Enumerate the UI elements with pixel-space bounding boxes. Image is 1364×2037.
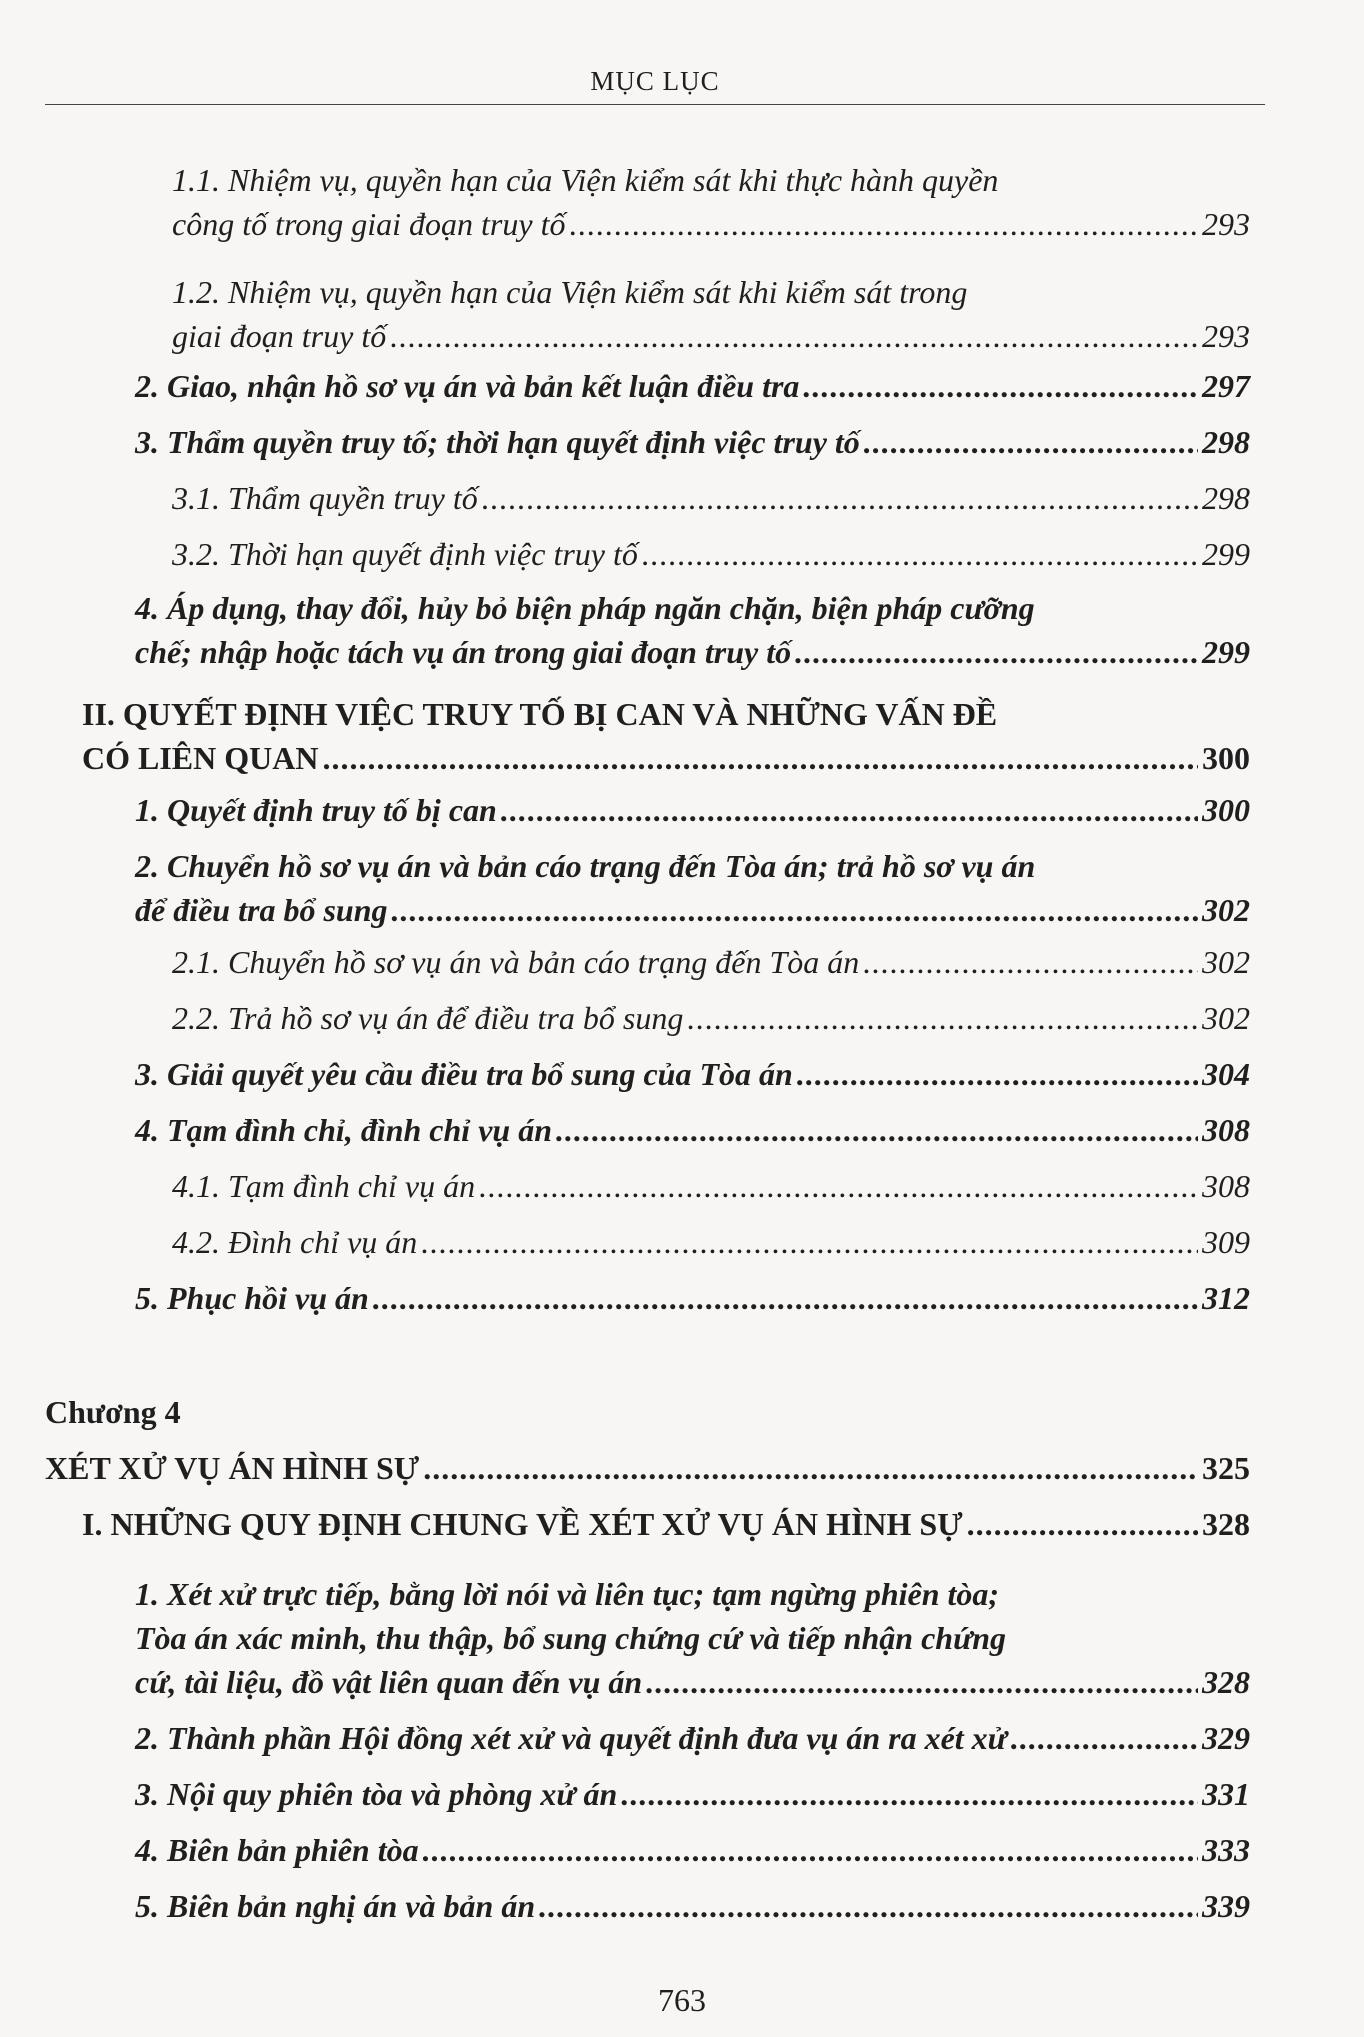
toc-entry — [0, 1220, 1364, 1264]
dot-leader — [501, 788, 1198, 832]
toc-page-number: 328 — [1202, 1506, 1250, 1542]
toc-entry — [0, 1052, 1364, 1096]
dot-leader — [797, 1052, 1198, 1096]
dot-leader — [539, 1884, 1198, 1928]
dot-leader — [421, 1220, 1198, 1264]
toc-page-number: 328 — [1202, 1664, 1250, 1700]
toc-entry-text: 1. Quyết định truy tố bị can — [135, 792, 497, 828]
toc-page-number: 300 — [1202, 740, 1250, 776]
toc-entry-text: 3.2. Thời hạn quyết định việc truy tố — [172, 536, 638, 572]
toc-page-number: 302 — [1202, 1000, 1250, 1036]
toc-entry — [0, 788, 1364, 832]
toc-entry-text: chế; nhập hoặc tách vụ án trong giai đoạn truy tố — [135, 634, 792, 670]
toc-entry-text: Chương 4 — [45, 1394, 181, 1430]
dot-leader — [967, 1502, 1198, 1546]
dot-leader — [795, 630, 1198, 674]
toc-entry — [0, 158, 1364, 246]
toc-entry — [0, 1716, 1364, 1760]
toc-entry-text: 3. Giải quyết yêu cầu điều tra bổ sung của Tòa án — [135, 1056, 793, 1092]
toc-page-number: 333 — [1202, 1832, 1250, 1868]
toc-page-number: 308 — [1202, 1112, 1250, 1148]
toc-page-number: 331 — [1202, 1776, 1250, 1812]
toc-page-number: 298 — [1202, 424, 1250, 460]
toc-entry-text: 2.2. Trả hồ sơ vụ án để điều tra bổ sung — [172, 1000, 684, 1036]
toc-entry — [0, 532, 1364, 576]
toc-page-number: 304 — [1202, 1056, 1250, 1092]
toc-entry — [0, 1502, 1364, 1546]
dot-leader — [391, 888, 1198, 932]
toc-entry-text: để điều tra bổ sung — [135, 892, 388, 928]
toc-entry — [0, 270, 1364, 358]
header-title: MỤC LỤC — [590, 66, 720, 96]
dot-leader — [863, 940, 1198, 984]
dot-leader — [322, 736, 1198, 780]
toc-entry-text: công tố trong giai đoạn truy tố — [172, 206, 566, 242]
toc-page-number: 329 — [1202, 1720, 1250, 1756]
toc-entry-text: II. QUYẾT ĐỊNH VIỆC TRUY TỐ BỊ CAN VÀ NHỮNG VẤN ĐỀ — [82, 696, 998, 732]
toc-entry-text: 2. Giao, nhận hồ sơ vụ án và bản kết luận điều tra — [135, 368, 800, 404]
toc-page-number: 297 — [1202, 368, 1250, 404]
toc-entry-text: 1. Xét xử trực tiếp, bằng lời nói và liên tục; tạm ngừng phiên tòa; — [135, 1576, 1000, 1612]
toc-page-number: 300 — [1202, 792, 1250, 828]
dot-leader — [556, 1108, 1198, 1152]
toc-entry-text: giai đoạn truy tố — [172, 318, 387, 354]
running-header — [45, 66, 1265, 105]
toc-entry — [0, 1572, 1364, 1704]
toc-page-number: 298 — [1202, 480, 1250, 516]
dot-leader — [482, 476, 1198, 520]
toc-entry-text: 4.1. Tạm đình chỉ vụ án — [172, 1168, 476, 1204]
toc-entry-text: I. NHỮNG QUY ĐỊNH CHUNG VỀ XÉT XỬ VỤ ÁN HÌNH SỰ — [82, 1506, 963, 1542]
toc-entry-text: 2.1. Chuyển hồ sơ vụ án và bản cáo trạng đến Tòa án — [172, 944, 860, 980]
toc-entry-text: cứ, tài liệu, đồ vật liên quan đến vụ án — [135, 1664, 643, 1700]
toc-entry-text: 1.2. Nhiệm vụ, quyền hạn của Viện kiểm sát khi kiểm sát trong — [172, 274, 968, 310]
toc-page-number: 302 — [1202, 892, 1250, 928]
toc-entry-text: 1.1. Nhiệm vụ, quyền hạn của Viện kiểm sát khi thực hành quyền — [172, 162, 999, 198]
toc-page-number: 312 — [1202, 1280, 1250, 1316]
toc-entry-text: 5. Biên bản nghị án và bản án — [135, 1888, 536, 1924]
toc-entry — [0, 420, 1364, 464]
toc-entry — [0, 1446, 1364, 1490]
toc-page-number: 293 — [1202, 318, 1250, 354]
dot-leader — [1011, 1716, 1198, 1760]
toc-page-number: 325 — [1202, 1450, 1250, 1486]
toc-entry-text: 4. Biên bản phiên tòa — [135, 1832, 419, 1868]
toc-page-number: 309 — [1202, 1224, 1250, 1260]
toc-entry — [0, 692, 1364, 780]
toc-entry-text: 3. Thẩm quyền truy tố; thời hạn quyết định việc truy tố — [135, 424, 860, 460]
toc-entry-text: XÉT XỬ VỤ ÁN HÌNH SỰ — [45, 1450, 420, 1486]
dot-leader — [642, 532, 1198, 576]
dot-leader — [687, 996, 1198, 1040]
toc-page-number: 299 — [1202, 536, 1250, 572]
toc-page-number: 339 — [1202, 1888, 1250, 1924]
dot-leader — [479, 1164, 1198, 1208]
toc-entry — [0, 1276, 1364, 1320]
toc-entry — [0, 1828, 1364, 1872]
page-number: 763 — [658, 1982, 706, 2018]
toc-entry-text: 3.1. Thẩm quyền truy tố — [172, 480, 478, 516]
dot-leader — [423, 1446, 1198, 1490]
dot-leader — [423, 1828, 1198, 1872]
toc-page-number: 299 — [1202, 634, 1250, 670]
dot-leader — [864, 420, 1198, 464]
toc-page-number: 302 — [1202, 944, 1250, 980]
toc-entry-text: CÓ LIÊN QUAN — [82, 740, 319, 776]
dot-leader — [646, 1660, 1198, 1704]
toc-entry — [0, 844, 1364, 932]
dot-leader — [803, 364, 1198, 408]
toc-entry — [0, 1390, 1364, 1434]
toc-page-number: 308 — [1202, 1168, 1250, 1204]
toc-entry — [0, 1772, 1364, 1816]
toc-entry — [0, 1164, 1364, 1208]
toc-entry — [0, 476, 1364, 520]
toc-entry — [0, 586, 1364, 674]
dot-leader — [569, 202, 1198, 246]
toc-page-number: 293 — [1202, 206, 1250, 242]
toc-entry-text: 4.2. Đình chỉ vụ án — [172, 1224, 418, 1260]
toc-entry-text: 4. Tạm đình chỉ, đình chỉ vụ án — [135, 1112, 552, 1148]
toc-entry-text: Tòa án xác minh, thu thập, bổ sung chứng cứ và tiếp nhận chứng — [135, 1620, 1007, 1656]
toc-entry-text: 3. Nội quy phiên tòa và phòng xử án — [135, 1776, 618, 1812]
toc-entry-text: 5. Phục hồi vụ án — [135, 1280, 369, 1316]
toc-entry — [0, 1884, 1364, 1928]
toc-entry-text: 4. Áp dụng, thay đổi, hủy bỏ biện pháp ngăn chặn, biện pháp cưỡng — [135, 590, 1035, 626]
toc-entry — [0, 364, 1364, 408]
toc-entry-text: 2. Chuyển hồ sơ vụ án và bản cáo trạng đến Tòa án; trả hồ sơ vụ án — [135, 848, 1036, 884]
toc-entry — [0, 996, 1364, 1040]
dot-leader — [390, 314, 1198, 358]
toc-entry-text: 2. Thành phần Hội đồng xét xử và quyết định đưa vụ án ra xét xử — [135, 1720, 1007, 1756]
toc-entry — [0, 940, 1364, 984]
dot-leader — [373, 1276, 1198, 1320]
dot-leader — [621, 1772, 1198, 1816]
toc-entry — [0, 1108, 1364, 1152]
